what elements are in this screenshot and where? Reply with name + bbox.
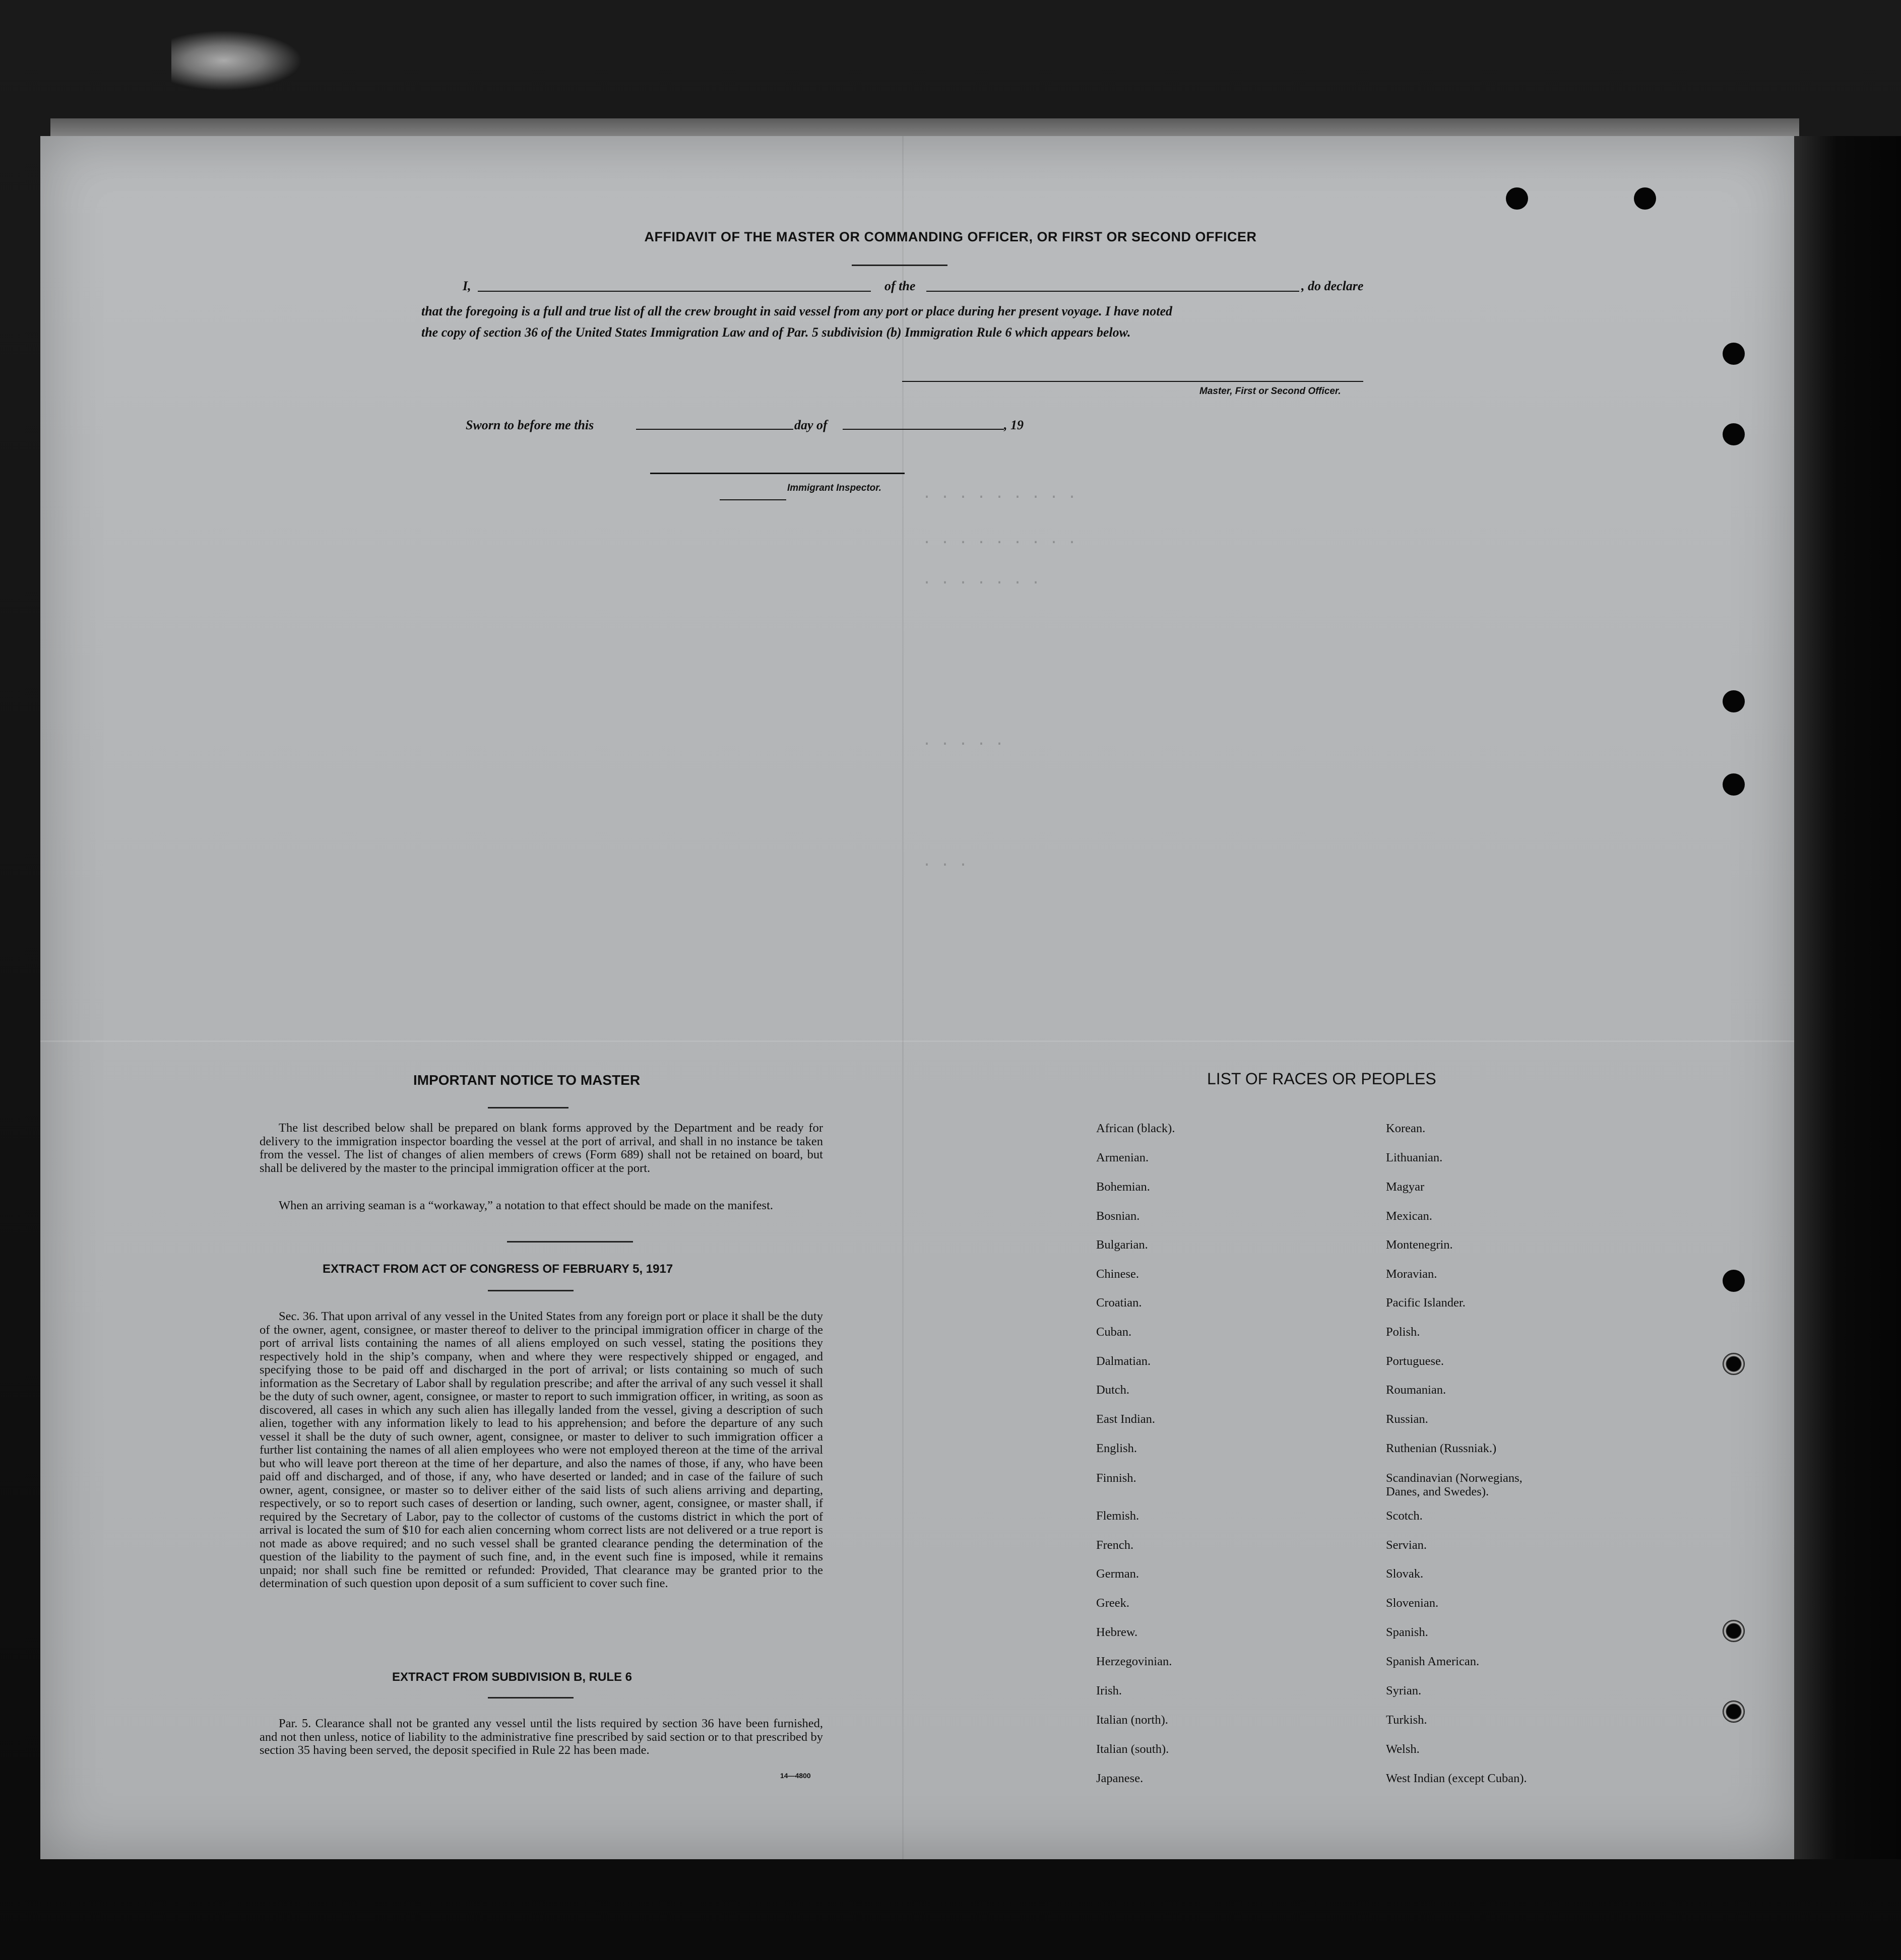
inspector-short-rule — [720, 499, 786, 500]
race-item: Mexican. — [1386, 1209, 1432, 1223]
punch-hole-icon — [1506, 187, 1528, 210]
sworn-prefix: Sworn to before me this — [466, 418, 594, 432]
race-item: Pacific Islander. — [1386, 1296, 1466, 1310]
races-title: LIST OF RACES OR PEOPLES — [1207, 1070, 1436, 1088]
punch-hole-icon — [1723, 773, 1745, 796]
race-item: Irish. — [1096, 1684, 1122, 1697]
race-item: Slovenian. — [1386, 1596, 1439, 1610]
race-item: Moravian. — [1386, 1267, 1437, 1281]
notice-paragraph-2: When an arriving seaman is a “workaway,” a notation to that effect should be made on the manifest. — [279, 1199, 774, 1212]
race-item: Ruthenian (Russniak.) — [1386, 1442, 1497, 1455]
race-item: Korean. — [1386, 1122, 1426, 1135]
bleed-through-marks: · · · · · · · — [922, 574, 1041, 592]
race-item: Japanese. — [1096, 1772, 1144, 1785]
race-item: Cuban. — [1096, 1325, 1132, 1339]
sworn-day-of: day of — [794, 418, 828, 432]
race-item: Bosnian. — [1096, 1209, 1140, 1223]
notice-title-rule — [488, 1107, 568, 1108]
punch-hole-icon — [1723, 343, 1745, 365]
section-divider — [507, 1241, 633, 1243]
race-item: Spanish. — [1386, 1625, 1428, 1639]
race-item: Welsh. — [1386, 1742, 1420, 1756]
race-item: Polish. — [1386, 1325, 1420, 1339]
affidavit-line-3: the copy of section 36 of the United States Immigration Law and of Par. 5 subdivision (b) Immigration Rule 6 which appears below. — [421, 325, 1131, 340]
race-item: Spanish American. — [1386, 1655, 1480, 1668]
race-item: Croatian. — [1096, 1296, 1142, 1310]
race-item: East Indian. — [1096, 1412, 1156, 1426]
race-item: Hebrew. — [1096, 1625, 1138, 1639]
master-signature-field[interactable] — [902, 381, 1363, 382]
vertical-fold — [902, 136, 904, 1859]
affidavit-i: I, — [463, 279, 471, 293]
paper-tab-remnant — [171, 30, 302, 91]
sworn-day-field[interactable] — [636, 429, 793, 430]
notice-title: IMPORTANT NOTICE TO MASTER — [413, 1072, 641, 1088]
race-item: West Indian (except Cuban). — [1386, 1772, 1527, 1785]
inspector-signature-field[interactable] — [650, 473, 905, 474]
sworn-year: , 19 — [1004, 418, 1024, 432]
race-item: Chinese. — [1096, 1267, 1139, 1281]
bleed-through-marks: · · · — [922, 857, 968, 874]
section-36-text: Sec. 36. That upon arrival of any vessel in the United States from any foreign port or place it shall be the duty of the owner, agent, consignee, or master thereof to deliver to the principal immigration officer in charge of the port of arrival lists containing the names of all aliens employed on such vessel, stating the positions they respectively hold in the ship’s company, when and where they were respectively shipped or engaged, and specifying those to be paid off and discharged in the port of arrival; or lists containing so much of such information as the Secretary of Labor shall by regulation prescribe; and after the arrival of any such vessel it shall be the duty of such owner, agent, consignee, or master to report to such immigration officer, in writing, as soon as discovered, all cases in which any such alien has illegally landed from the vessel, giving a description of such alien, together with any information likely to lead to his apprehension; and before the departure of any such vessel it shall be the duty of such owner, agent, consignee, or master to deliver to such immigration officer a further list containing the names of all alien employees who were not employed thereon at the time of the arrival but who will leave port thereon at the time of her departure, and also the names of those, if any, who have been paid off and discharged, and of those, if any, who have deserted or landed; and in case of the failure of such owner, agent, consignee, or master so to deliver either of the said lists of such aliens arriving and departing, respectively, or so to report such cases of desertion or landing, such owner, agent, consignee, or master shall, if required by the Secretary of Labor, pay to the collector of customs of the customs district in which the port of arrival is located the sum of $10 for each alien concerning whom correct lists are not delivered or a true report is not made as above required; and no such vessel shall be granted clearance pending the determination of the question of the liability to the payment of such fine, and, in the event such fine is imposed, while it remains unpaid; nor shall such fine be remitted or refunded: Provided, That clearance may be granted prior to the determination of such question upon deposit of a sum sufficient to cover such fine. — [260, 1310, 823, 1590]
race-item: Italian (north). — [1096, 1713, 1168, 1727]
punch-hole-icon — [1723, 690, 1745, 712]
punch-hole-icon — [1723, 423, 1745, 445]
punch-hole-icon — [1723, 1353, 1745, 1375]
notice-paragraph-1: The list described below shall be prepared on blank forms approved by the Department and be ready for delivery to the immigration inspector boarding the vessel at the port of arrival, and shall in no instance be taken from the vessel. The list of changes of alien members of crews (Form 689) shall not be retained on board, but shall be delivered by the master to the principal immigration officer at the port. — [260, 1121, 823, 1175]
name-blank-field[interactable] — [478, 291, 871, 292]
extract-rule-title: EXTRACT FROM SUBDIVISION B, RULE 6 — [392, 1670, 632, 1684]
title-underline — [852, 265, 947, 266]
form-number: 14—4800 — [780, 1772, 811, 1780]
race-item: African (black). — [1096, 1122, 1175, 1135]
race-item: Scotch. — [1386, 1509, 1423, 1523]
race-item: Herzegovinian. — [1096, 1655, 1172, 1668]
race-item: Bulgarian. — [1096, 1238, 1148, 1252]
bleed-through-marks: · · · · · — [922, 736, 1004, 753]
race-item: Dalmatian. — [1096, 1354, 1151, 1368]
affidavit-line-2: that the foregoing is a full and true list of all the crew brought in said vessel from any port or place during her present voyage. I have noted — [421, 304, 1173, 318]
binding-strip — [1794, 136, 1901, 1859]
race-item: Flemish. — [1096, 1509, 1139, 1523]
race-item: French. — [1096, 1538, 1134, 1552]
punch-hole-icon — [1634, 187, 1656, 210]
bleed-through-marks: · · · · · · · · · — [922, 534, 1077, 551]
race-item: Italian (south). — [1096, 1742, 1169, 1756]
affidavit-title: AFFIDAVIT OF THE MASTER OR COMMANDING OFFICER, OR FIRST OR SECOND OFFICER — [644, 229, 1257, 244]
race-item: German. — [1096, 1567, 1139, 1581]
race-item: Dutch. — [1096, 1383, 1129, 1397]
horizontal-fold — [40, 1040, 1794, 1042]
race-item: English. — [1096, 1442, 1137, 1455]
affidavit-of-the: of the — [884, 279, 916, 293]
race-item: Syrian. — [1386, 1684, 1422, 1697]
race-item: Roumanian. — [1386, 1383, 1446, 1397]
rule-6-text: Par. 5. Clearance shall not be granted any vessel until the lists required by section 36 have been furnished, and not then unless, notice of liability to the administrative fine prescribed by said section or to that prescribed by section 35 having been served, the deposit specified in Rule 22 has been made. — [260, 1717, 823, 1757]
race-item: Greek. — [1096, 1596, 1129, 1610]
race-item: Slovak. — [1386, 1567, 1424, 1581]
bleed-through-marks: · · · · · · · · · — [922, 489, 1077, 506]
document-page — [40, 136, 1794, 1859]
extract-act-title: EXTRACT FROM ACT OF CONGRESS OF FEBRUARY 5, 1917 — [323, 1262, 673, 1276]
sworn-month-field[interactable] — [843, 429, 1004, 430]
vessel-blank-field[interactable] — [926, 291, 1299, 292]
race-item: Montenegrin. — [1386, 1238, 1453, 1252]
punch-hole-icon — [1723, 1701, 1745, 1723]
inspector-label: Immigrant Inspector. — [787, 483, 881, 493]
race-item: Bohemian. — [1096, 1180, 1150, 1194]
master-signature-label: Master, First or Second Officer. — [1199, 386, 1341, 397]
race-item: Armenian. — [1096, 1151, 1149, 1164]
race-item: Lithuanian. — [1386, 1151, 1443, 1164]
affidavit-do-declare: , do declare — [1301, 279, 1364, 293]
race-item: Scandinavian (Norwegians, Danes, and Swedes). — [1386, 1471, 1523, 1498]
extract-rule-rule — [488, 1697, 574, 1698]
race-item: Russian. — [1386, 1412, 1428, 1426]
race-item: Servian. — [1386, 1538, 1427, 1552]
race-item: Finnish. — [1096, 1471, 1136, 1485]
race-item: Magyar — [1386, 1180, 1425, 1194]
extract-act-rule — [488, 1290, 574, 1291]
race-item: Turkish. — [1386, 1713, 1427, 1727]
race-item: Portuguese. — [1386, 1354, 1444, 1368]
punch-hole-icon — [1723, 1620, 1745, 1642]
punch-hole-icon — [1723, 1270, 1745, 1292]
